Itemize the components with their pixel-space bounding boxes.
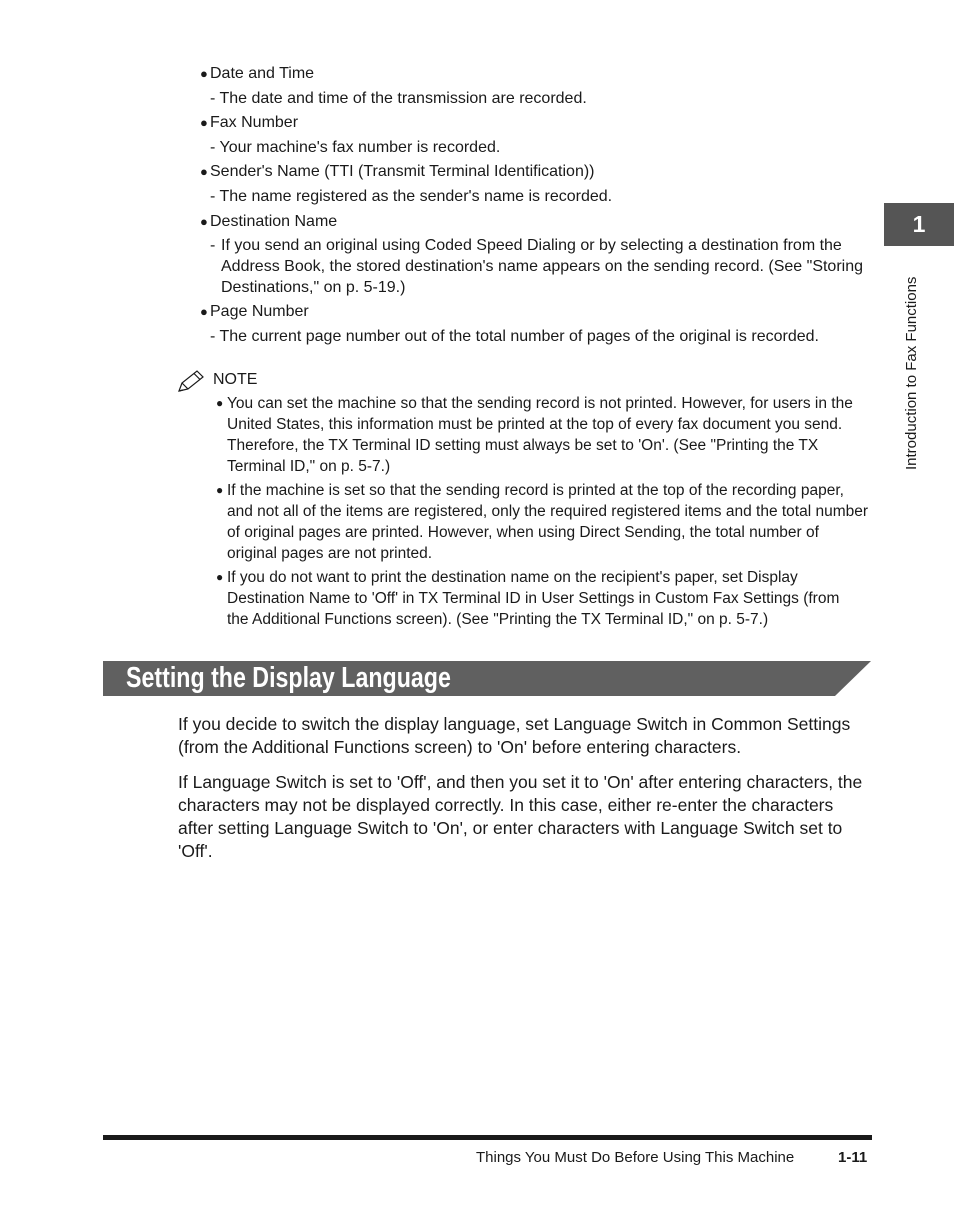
chapter-title-vertical: Introduction to Fax Functions — [903, 276, 920, 470]
item-description: - If you send an original using Coded Speed Dialing or by selecting a destination from the Address Book, the stored destination's name appears on the sending record. (See "Storing Destinations," on p. 5-19.) — [210, 237, 864, 296]
footer-title: Things You Must Do Before Using This Machine — [476, 1149, 795, 1166]
pencil-icon — [177, 369, 205, 393]
paragraph: If Language Switch is set to 'Off', and then you set it to 'On' after entering characters, the characters may not be displayed correctly. In this case, either re-enter the characters after setting Language Switch to 'On', or enter characters with Language Switch set to 'Off'. — [178, 772, 863, 861]
list-item-page-number — [200, 301, 309, 322]
note-item: ● If you do not want to print the destination name on the recipient's paper, set Display Destination Name to 'Off' in TX Terminal ID in User Settings in Custom Fax Settings (from the Additional Functions screen). (See "Printing the TX Terminal ID," on p. 5-7.) — [216, 569, 840, 628]
item-label: Destination Name — [210, 213, 338, 230]
item-description: - The name registered as the sender's name is recorded. — [210, 188, 613, 205]
bullet-icon: ● — [200, 214, 208, 229]
item-description: - Your machine's fax number is recorded. — [210, 139, 501, 156]
section-title: Setting the Display Language — [126, 662, 451, 694]
item-label: Date and Time — [210, 65, 315, 82]
bullet-icon: ● — [200, 164, 208, 179]
bullet-icon: ● — [216, 483, 224, 497]
list-item-date-and-time — [200, 63, 314, 84]
note-label: NOTE — [213, 371, 258, 388]
note-item: ● You can set the machine so that the sending record is not printed. However, for users in the United States, this information must be printed at the top of every fax document you send. Therefore, the TX Terminal ID setting must always be set to 'On'. (See "Printing the TX Terminal ID," on p. 5-7.) — [216, 395, 853, 475]
note-item: ● If the machine is set so that the sending record is printed at the top of the recording paper, and not all of the items are registered, only the required registered items and the total number of original pages are printed. However, when using Direct Sending, the total number of original pages are not printed. — [216, 482, 869, 562]
chapter-tab: 1 — [884, 203, 954, 246]
bullet-icon: ● — [216, 570, 224, 584]
bullet-icon: ● — [200, 115, 208, 130]
item-label: Sender's Name (TTI (Transmit Terminal Identification)) — [210, 163, 595, 180]
item-description: - The current page number out of the total number of pages of the original is recorded. — [210, 328, 819, 345]
footer-rule — [103, 1135, 872, 1140]
list-item-destination-name — [200, 211, 337, 232]
bullet-icon: ● — [216, 396, 224, 410]
paragraph: If you decide to switch the display language, set Language Switch in Common Settings (from the Additional Functions screen) to 'On' before entering characters. — [178, 714, 851, 757]
item-description: - The date and time of the transmission are recorded. — [210, 90, 587, 107]
list-item-senders-name — [200, 161, 595, 182]
list-item-fax-number — [200, 112, 298, 133]
bullet-icon: ● — [200, 304, 208, 319]
item-label: Fax Number — [210, 114, 299, 131]
item-label: Page Number — [210, 303, 309, 320]
page-number: 1-11 — [838, 1149, 868, 1166]
bullet-icon: ● — [200, 66, 208, 81]
